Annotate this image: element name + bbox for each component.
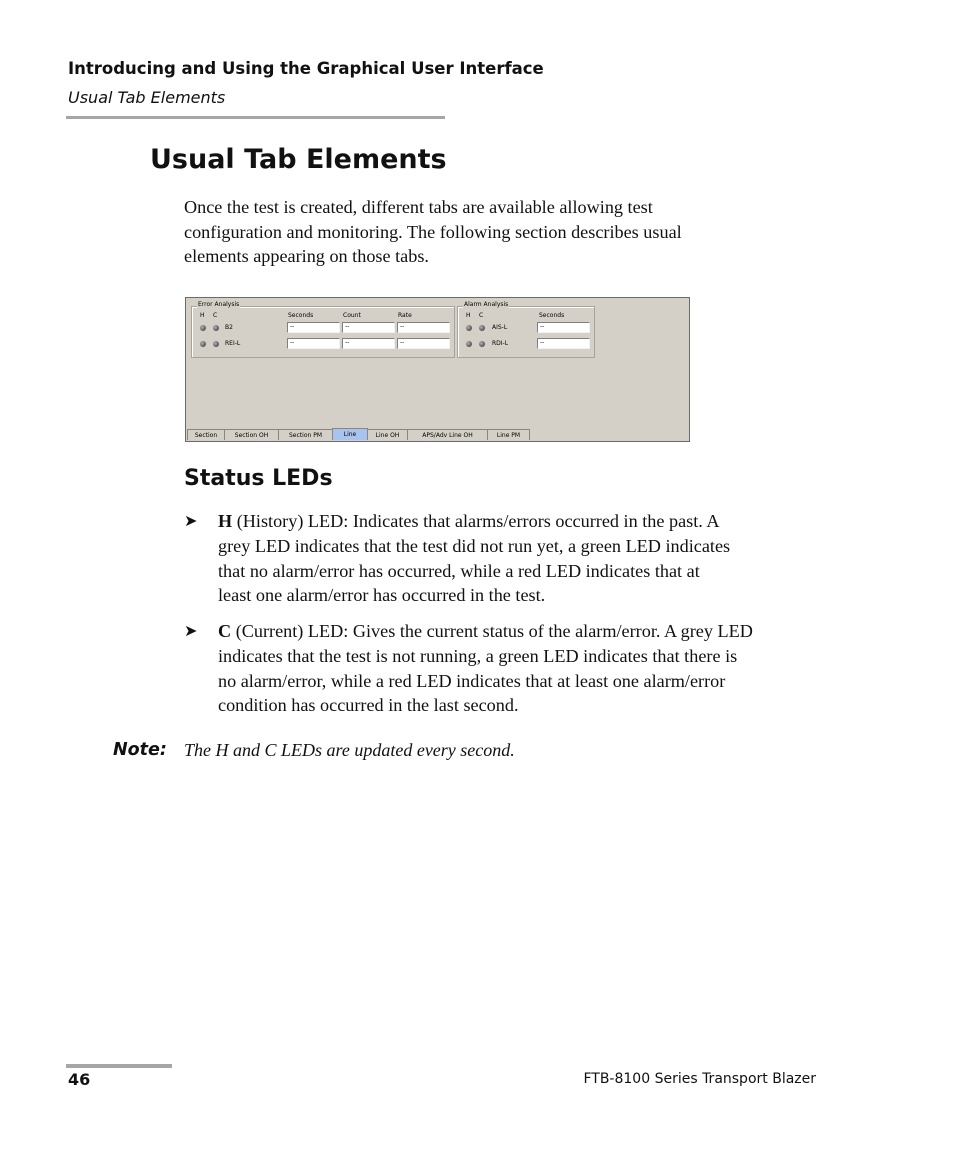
rdi-l-seconds-field: -- bbox=[537, 338, 590, 349]
c-led-rdi-l bbox=[479, 341, 485, 347]
tab-line-pm[interactable]: Line PM bbox=[487, 429, 530, 440]
b2-seconds-field: -- bbox=[287, 322, 340, 333]
row-label-b2: B2 bbox=[225, 324, 233, 331]
note-text: The H and C LEDs are updated every second. bbox=[184, 740, 515, 760]
col-seconds-label: Seconds bbox=[539, 312, 565, 319]
bullet-line: no alarm/error, while a red LED indicates that at least one alarm/error bbox=[218, 670, 726, 691]
c-led-b2 bbox=[213, 325, 219, 331]
alarm-analysis-title: Alarm Analysis bbox=[464, 301, 509, 308]
bullet-line: grey LED indicates that the test did not run yet, a green LED indicates bbox=[218, 535, 731, 556]
row-label-rei-l: REI-L bbox=[225, 340, 241, 347]
h-led-rdi-l bbox=[466, 341, 472, 347]
h-led-ais-l bbox=[466, 325, 472, 331]
col-h-label: H bbox=[466, 312, 471, 319]
col-c-label: C bbox=[479, 312, 484, 319]
col-count-label: Count bbox=[343, 312, 361, 319]
col-seconds-label: Seconds bbox=[288, 312, 314, 319]
b2-count-field: -- bbox=[342, 322, 395, 333]
tab-line[interactable]: Line bbox=[332, 428, 368, 440]
rei-l-rate-field: -- bbox=[397, 338, 450, 349]
intro-line: elements appearing on those tabs. bbox=[184, 246, 429, 267]
h-led-b2 bbox=[200, 325, 206, 331]
col-c-label: C bbox=[213, 312, 218, 319]
bullet-line-text: (Current) LED: Gives the current status of the alarm/error. A grey LED bbox=[231, 621, 753, 641]
bold-term: H bbox=[218, 511, 233, 531]
row-label-rdi-l: RDI-L bbox=[492, 340, 509, 347]
status-leds-heading: Status LEDs bbox=[184, 466, 333, 491]
rei-l-seconds-field: -- bbox=[287, 338, 340, 349]
bold-term: C bbox=[218, 621, 232, 641]
tab-aps-adv-line-oh[interactable]: APS/Adv Line OH bbox=[407, 429, 488, 440]
chapter-title: Introducing and Using the Graphical User Interface bbox=[68, 59, 544, 78]
b2-rate-field: -- bbox=[397, 322, 450, 333]
alarm-analysis-group bbox=[457, 301, 595, 358]
bullet-arrow-icon: ➤ bbox=[184, 513, 198, 530]
h-led-rei-l bbox=[200, 341, 206, 347]
c-led-rei-l bbox=[213, 341, 219, 347]
tab-section[interactable]: Section bbox=[187, 429, 225, 440]
intro-paragraph bbox=[184, 195, 784, 269]
page-number: 46 bbox=[68, 1070, 91, 1089]
bullet-line: least one alarm/error has occurred in the test. bbox=[218, 585, 546, 606]
tab-section-oh[interactable]: Section OH bbox=[224, 429, 279, 440]
col-rate-label: Rate bbox=[398, 312, 412, 319]
product-name: FTB-8100 Series Transport Blazer bbox=[583, 1071, 816, 1087]
error-analysis-group bbox=[191, 301, 455, 358]
tab-strip bbox=[187, 429, 529, 441]
col-h-label: H bbox=[200, 312, 205, 319]
bullet-line bbox=[218, 619, 818, 644]
tab-section-pm[interactable]: Section PM bbox=[278, 429, 333, 440]
bullet-line: indicates that the test is not running, a green LED indicates that there is bbox=[218, 645, 738, 666]
tab-line-oh[interactable]: Line OH bbox=[367, 429, 408, 440]
c-led-ais-l bbox=[479, 325, 485, 331]
bullet-line: condition has occurred in the last second. bbox=[218, 695, 519, 716]
error-analysis-title: Error Analysis bbox=[198, 301, 240, 308]
section-subtitle: Usual Tab Elements bbox=[68, 88, 226, 107]
ais-l-seconds-field: -- bbox=[537, 322, 590, 333]
page-title: Usual Tab Elements bbox=[150, 144, 447, 175]
header-rule bbox=[66, 116, 445, 119]
intro-line: configuration and monitoring. The following section describes usual bbox=[184, 221, 682, 242]
rei-l-count-field: -- bbox=[342, 338, 395, 349]
bullet-text bbox=[218, 619, 818, 718]
bullet-line bbox=[218, 509, 818, 534]
note-label: Note: bbox=[113, 740, 167, 760]
bullet-text bbox=[218, 509, 818, 608]
bullet-arrow-icon: ➤ bbox=[184, 623, 198, 640]
tab-screenshot bbox=[185, 297, 690, 442]
bullet-line-text: (History) LED: Indicates that alarms/errors occurred in the past. A bbox=[232, 511, 720, 531]
footer-rule bbox=[66, 1064, 172, 1068]
bullet-line: that no alarm/error has occurred, while a red LED indicates that at bbox=[218, 560, 700, 581]
row-label-ais-l: AIS-L bbox=[492, 324, 508, 331]
intro-line: Once the test is created, different tabs are available allowing test bbox=[184, 197, 653, 217]
